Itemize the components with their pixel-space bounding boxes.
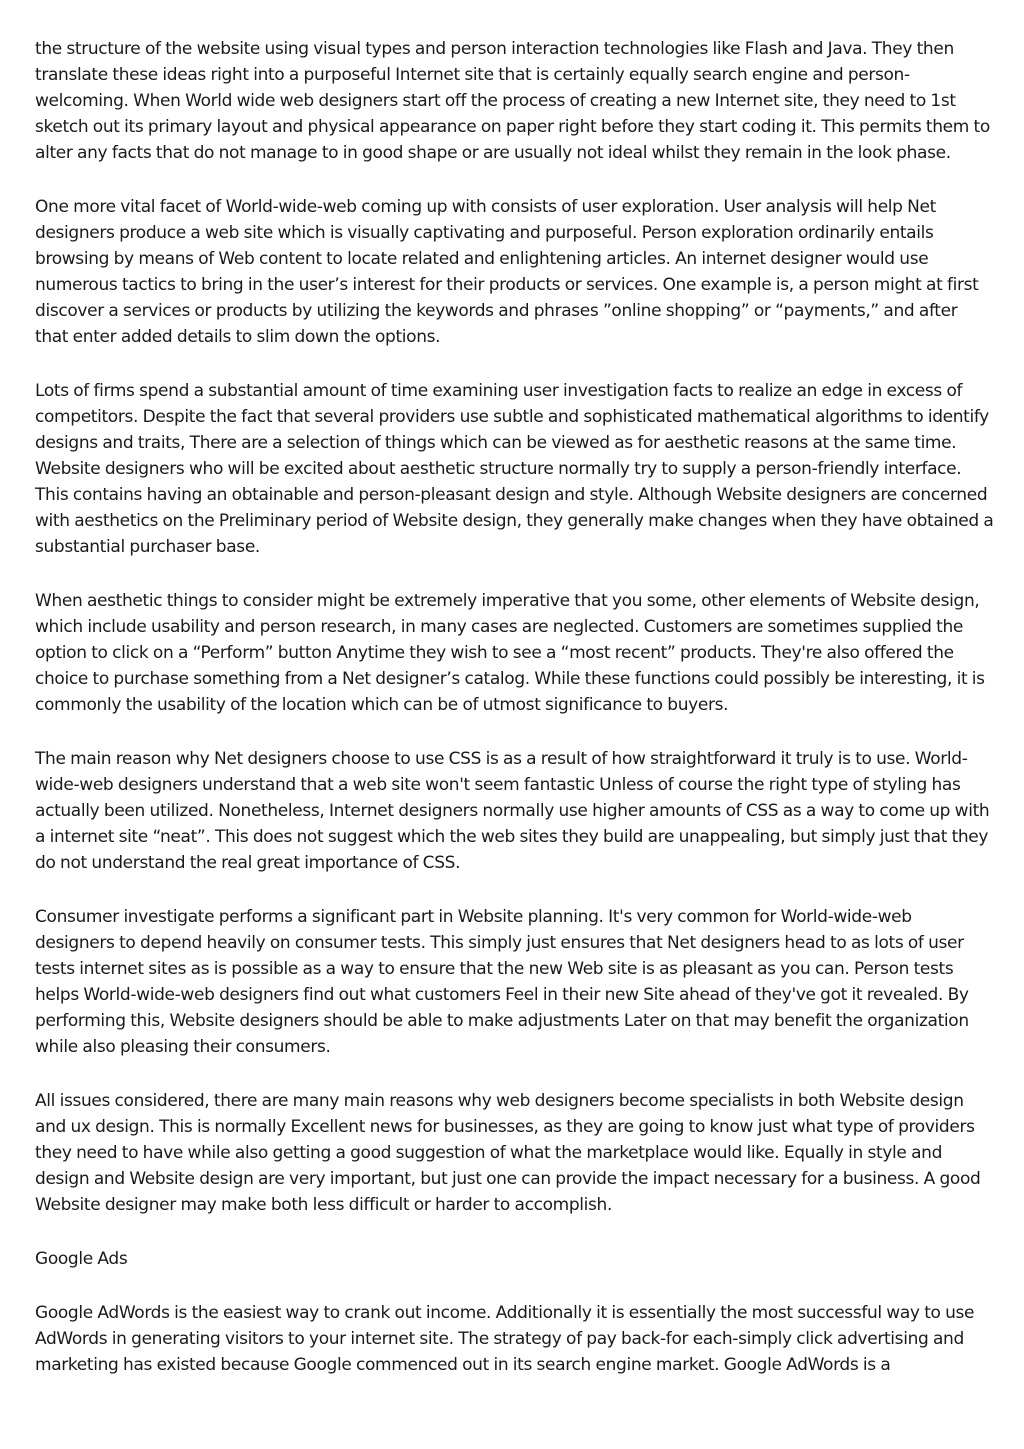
paragraph-user-investigation: Lots of firms spend a substantial amount of time examining user investigation facts to realize an edge in excess of competitors. Despite the fact that several providers use subtle and sophisticated mathematical algorithms to identify designs and traits, There are a selection of things which can be viewed as for aesthetic reasons at the same time. Website designers who will be excited about aesthetic structure normally try to supply a person-friendly interface. This contains having an obtainable and person-pleasant design and style. Although Website designers are concerned with aesthetics on the Preliminary period of Website design, they generally make changes when they have obtained a substantial purchaser base. <box>35 381 994 557</box>
paragraph-website-structure: the structure of the website using visual types and person interaction technologies like Flash and Java. They then translate these ideas right into a purposeful Internet site that is certainly equally search engine and person-welcoming. When World wide web designers start off the process of creating a new Internet site, they need to 1st sketch out its primary layout and physical appearance on paper right before they start coding it. This permits them to alter any facts that do not manage to in good shape or are usually not ideal whilst they remain in the look phase. <box>35 39 990 163</box>
section-heading-google-ads: Google Ads <box>35 1249 128 1269</box>
paragraph-user-exploration: One more vital facet of World-wide-web coming up with consists of user exploration. User analysis will help Net designers produce a web site which is visually captivating and purposeful. Person exploration ordinarily entails browsing by means of Web content to locate related and enlightening articles. An internet designer would use numerous tactics to bring in the user’s interest for their products or services. One example is, a person might at first discover a services or products by utilizing the keywords and phrases ”online shopping” or “payments,” and after that enter added details to slim down the options. <box>35 197 979 347</box>
paragraph-aesthetic-usability: When aesthetic things to consider might be extremely imperative that you some, other elements of Website design, which include usability and person research, in many cases are neglected. Customers are sometimes supplied the option to click on a “Perform” button Anytime they wish to see a “most recent” products. They're also offered the choice to purchase something from a Net designer’s catalog. While these functions could possibly be interesting, it is commonly the usability of the location which can be of utmost significance to buyers. <box>35 591 985 715</box>
paragraph-conclusion: All issues considered, there are many main reasons why web designers become specialists in both Website design and ux design. This is normally Excellent news for businesses, as they are going to know just what type of providers they need to have while also getting a good suggestion of what the marketplace would like. Equally in style and design and Website design are very important, but just one can provide the impact necessary for a business. A good Website designer may make both less difficult or harder to accomplish. <box>35 1091 981 1215</box>
paragraph-google-adwords: Google AdWords is the easiest way to crank out income. Additionally it is essentially the most successful way to use AdWords in generating visitors to your internet site. The strategy of pay back-for each-simply click advertising and marketing has existed because Google commenced out in its search engine market. Google AdWords is a <box>35 1303 975 1375</box>
paragraph-consumer-tests: Consumer investigate performs a significant part in Website planning. It's very common for World-wide-web designers to depend heavily on consumer tests. This simply just ensures that Net designers head to as lots of user tests internet sites as is possible as a way to ensure that the new Web site is as pleasant as you can. Person tests helps World-wide-web designers find out what customers Feel in their new Site ahead of they've got it revealed. By performing this, Website designers should be able to make adjustments Later on that may benefit the organization while also pleasing their consumers. <box>35 907 969 1057</box>
paragraph-css: The main reason why Net designers choose to use CSS is as a result of how straightforward it truly is to use. World-wide-web designers understand that a web site won't seem fantastic Unless of course the right type of styling has actually been utilized. Nonetheless, Internet designers normally use higher amounts of CSS as a way to come up with a internet site “neat”. This does not suggest which the web sites they build are unappealing, but simply just that they do not understand the real great importance of CSS. <box>35 749 990 873</box>
document-body <box>35 36 995 1406</box>
